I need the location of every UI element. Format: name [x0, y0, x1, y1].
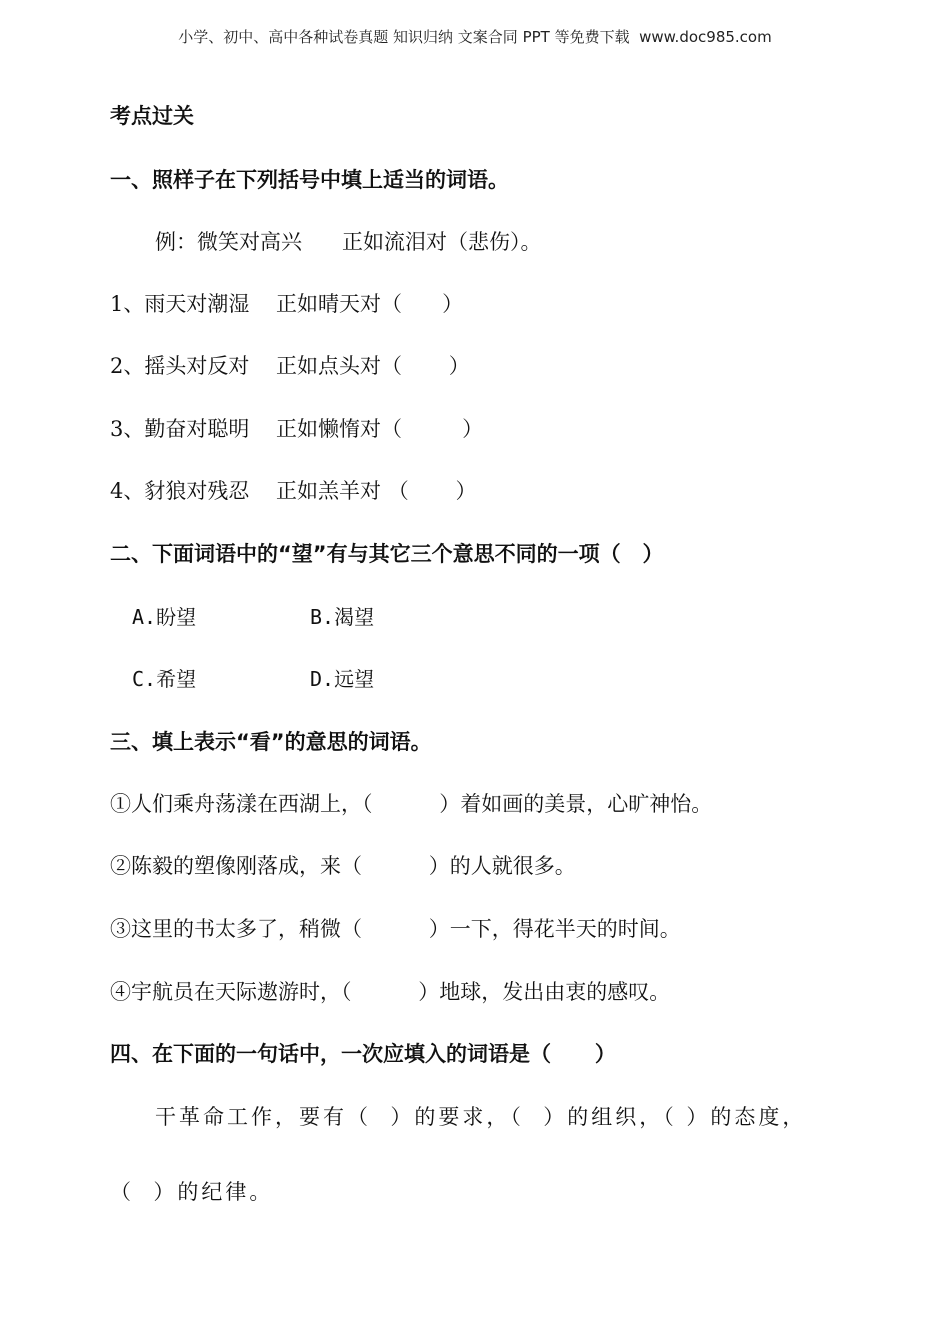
section-4-sentence-line-1: 干革命工作，要有（ ）的要求，（ ）的组织，（ ）的态度，: [155, 1105, 807, 1129]
section-3-item: ④宇航员在天际遨游时，（ ）地球，发出由衷的感叹。: [110, 980, 671, 1004]
section-3-item: ①人们乘舟荡漾在西湖上，（ ）着如画的美景，心旷神怡。: [110, 792, 713, 816]
section-2-title: 二、下面词语中的“望”有与其它三个意思不同的一项（ ）: [110, 542, 664, 566]
page-header: 小学、初中、高中各种试卷真题 知识归纳 文案合同 PPT 等免费下载 www.doc985.com: [178, 28, 772, 46]
section-1-item: 4、豺狼对残忍 正如羔羊对 （ ）: [110, 479, 477, 503]
section-4-title: 四、在下面的一句话中，一次应填入的词语是（ ）: [110, 1042, 616, 1066]
section-3-title: 三、填上表示“看”的意思的词语。: [110, 730, 432, 754]
section-1-example: 例：微笑对高兴 正如流泪对（悲伤）。: [155, 230, 542, 254]
section-1-item: 2、摇头对反对 正如点头对（ ）: [110, 354, 470, 378]
section-3-item: ③这里的书太多了，稍微（ ）一下，得花半天的时间。: [110, 917, 681, 941]
section-1-title: 一、照样子在下列括号中填上适当的词语。: [110, 168, 509, 192]
section-2-option-d: D.远望: [310, 667, 375, 691]
section-2-option-c: C.希望: [132, 667, 197, 691]
page-title: 考点过关: [110, 104, 194, 128]
section-1-item: 1、雨天对潮湿 正如晴天对（ ）: [110, 292, 464, 316]
section-3-item: ②陈毅的塑像刚落成，来（ ）的人就很多。: [110, 854, 576, 878]
section-4-sentence-line-2: （ ）的纪律。: [110, 1180, 274, 1204]
section-1-item: 3、勤奋对聪明 正如懒惰对（ ）: [110, 417, 484, 441]
section-2-option-a: A.盼望: [132, 605, 197, 629]
section-2-option-b: B.渴望: [310, 605, 375, 629]
